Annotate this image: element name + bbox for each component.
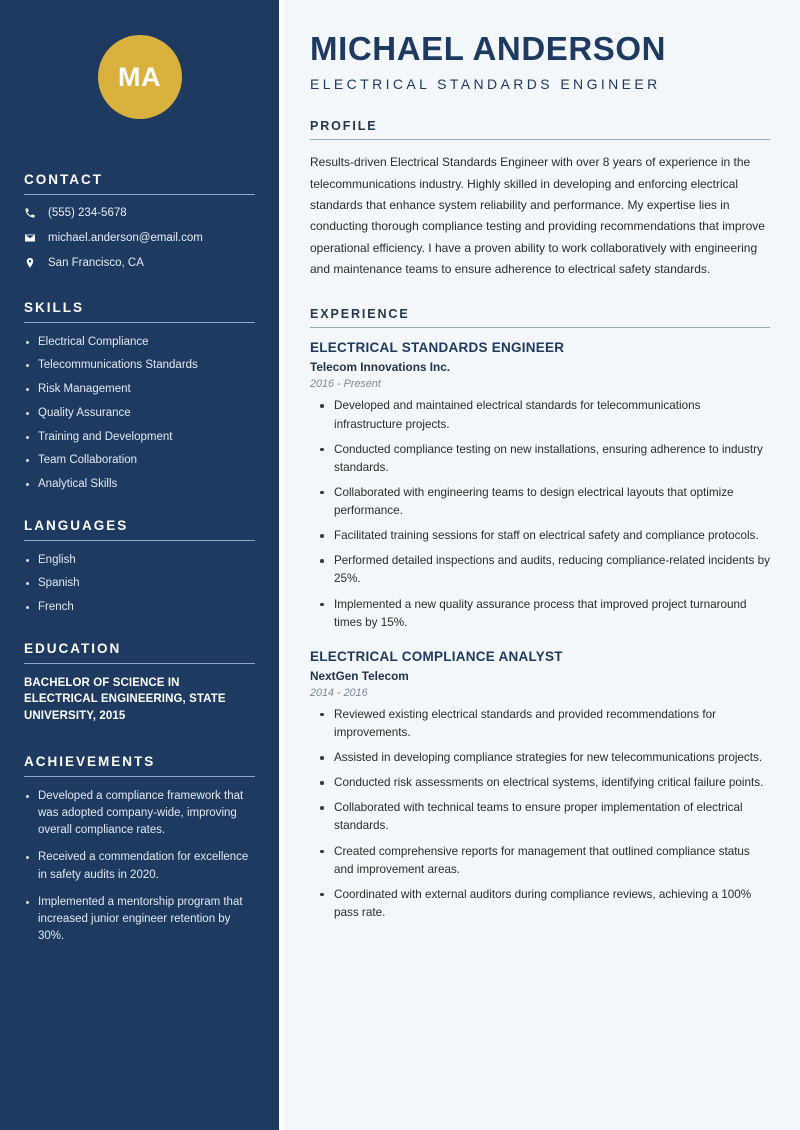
list-item: Conducted risk assessments on electrical systems, identifying critical failure points.	[317, 774, 770, 792]
experience-heading: EXPERIENCE	[310, 307, 410, 322]
skills-list	[24, 334, 255, 493]
list-item: Implemented a mentorship program that increased junior engineer retention by 30%.	[24, 894, 255, 946]
languages-heading: LANGUAGES	[24, 517, 129, 533]
job-dates: 2016 - Present	[310, 378, 381, 391]
sidebar	[0, 0, 279, 1130]
envelope-icon	[24, 232, 44, 244]
achievements-divider	[24, 776, 255, 777]
job-title: ELECTRICAL COMPLIANCE ANALYST	[310, 648, 563, 664]
main-content	[284, 0, 800, 1130]
profile-divider	[310, 139, 770, 140]
list-item: Assisted in developing compliance strategies for new telecommunications projects.	[317, 749, 770, 767]
skills-divider	[24, 322, 255, 323]
list-item: Quality Assurance	[24, 405, 255, 422]
list-item: Spanish	[24, 575, 255, 592]
experience-entry	[310, 649, 770, 922]
achievements-section	[24, 754, 255, 946]
languages-section	[24, 518, 255, 616]
contact-email-value: michael.anderson@email.com	[48, 231, 203, 244]
experience-entry	[310, 340, 770, 631]
list-item: Risk Management	[24, 381, 255, 398]
contact-section	[24, 172, 255, 271]
list-item: Created comprehensive reports for management that outlined compliance status and improvement areas.	[317, 843, 770, 879]
list-item: Reviewed existing electrical standards and provided recommendations for improvements.	[317, 706, 770, 742]
education-heading: EDUCATION	[24, 640, 122, 656]
list-item: English	[24, 552, 255, 569]
education-entry: BACHELOR OF SCIENCE IN ELECTRICAL ENGINEERING, STATE UNIVERSITY, 2015	[24, 676, 226, 722]
list-item: Performed detailed inspections and audits, reducing compliance-related incidents by 25%.	[317, 552, 770, 588]
skills-section	[24, 300, 255, 493]
job-bullet-list	[317, 706, 770, 922]
list-item: Developed a compliance framework that was adopted company-wide, improving overall compliance rates.	[24, 788, 255, 840]
job-title: ELECTRICAL STANDARDS ENGINEER	[310, 340, 565, 356]
phone-icon	[24, 207, 44, 219]
contact-phone-value: (555) 234-5678	[48, 207, 127, 219]
avatar: MA	[98, 35, 182, 119]
job-company: NextGen Telecom	[310, 668, 409, 683]
contact-location[interactable]	[24, 256, 255, 271]
list-item: Analytical Skills	[24, 476, 255, 493]
profile-heading: PROFILE	[310, 119, 378, 134]
achievements-heading: ACHIEVEMENTS	[24, 753, 156, 769]
list-item: Conducted compliance testing on new installations, ensuring adherence to industry standards.	[317, 441, 770, 477]
job-dates: 2014 - 2016	[310, 686, 368, 699]
list-item: Facilitated training sessions for staff on electrical safety and compliance protocols.	[317, 527, 770, 545]
achievements-list	[24, 788, 255, 946]
contact-list	[24, 206, 255, 271]
experience-divider	[310, 327, 770, 328]
experience-section	[310, 307, 770, 922]
list-item: Received a commendation for excellence in safety audits in 2020.	[24, 849, 255, 884]
contact-email[interactable]	[24, 231, 255, 246]
list-item: Team Collaboration	[24, 452, 255, 469]
page-title: MICHAEL ANDERSON	[310, 30, 667, 67]
location-pin-icon	[24, 257, 44, 269]
contact-heading: CONTACT	[24, 172, 103, 187]
languages-divider	[24, 540, 255, 541]
list-item: Developed and maintained electrical standards for telecommunications infrastructure projects.	[317, 397, 770, 433]
profile-text: Results-driven Electrical Standards Engineer with over 8 years of experience in the telecommunications industry. Highly skilled in developing and enforcing electrical standards that enhance system reliability and performance. My expertise lies in conducting thorough compliance testing and providing recommendations that improve operational efficiency. I have a proven ability to work collaboratively with engineering and maintenance teams to ensure adherence to electrical safety standards.	[310, 155, 765, 277]
list-item: Implemented a new quality assurance process that improved project turnaround times by 15%.	[317, 596, 770, 632]
list-item: French	[24, 599, 255, 616]
contact-location-value: San Francisco, CA	[48, 256, 144, 269]
profile-section	[310, 119, 770, 280]
languages-list	[24, 552, 255, 616]
list-item: Telecommunications Standards	[24, 357, 255, 374]
education-divider	[24, 663, 255, 664]
contact-divider	[24, 194, 255, 195]
list-item: Collaborated with engineering teams to design electrical layouts that optimize performance.	[317, 484, 770, 520]
list-item: Collaborated with technical teams to ensure proper implementation of electrical standards.	[317, 799, 770, 835]
education-section	[24, 641, 255, 725]
skills-heading: SKILLS	[24, 299, 85, 315]
job-company: Telecom Innovations Inc.	[310, 360, 451, 375]
contact-phone[interactable]	[24, 206, 255, 221]
job-bullet-list	[317, 397, 770, 631]
list-item: Training and Development	[24, 429, 255, 446]
list-item: Electrical Compliance	[24, 334, 255, 351]
list-item: Coordinated with external auditors during compliance reviews, achieving a 100% pass rate.	[317, 886, 770, 922]
avatar-container	[24, 0, 255, 119]
job-role-subtitle: ELECTRICAL STANDARDS ENGINEER	[310, 76, 661, 93]
